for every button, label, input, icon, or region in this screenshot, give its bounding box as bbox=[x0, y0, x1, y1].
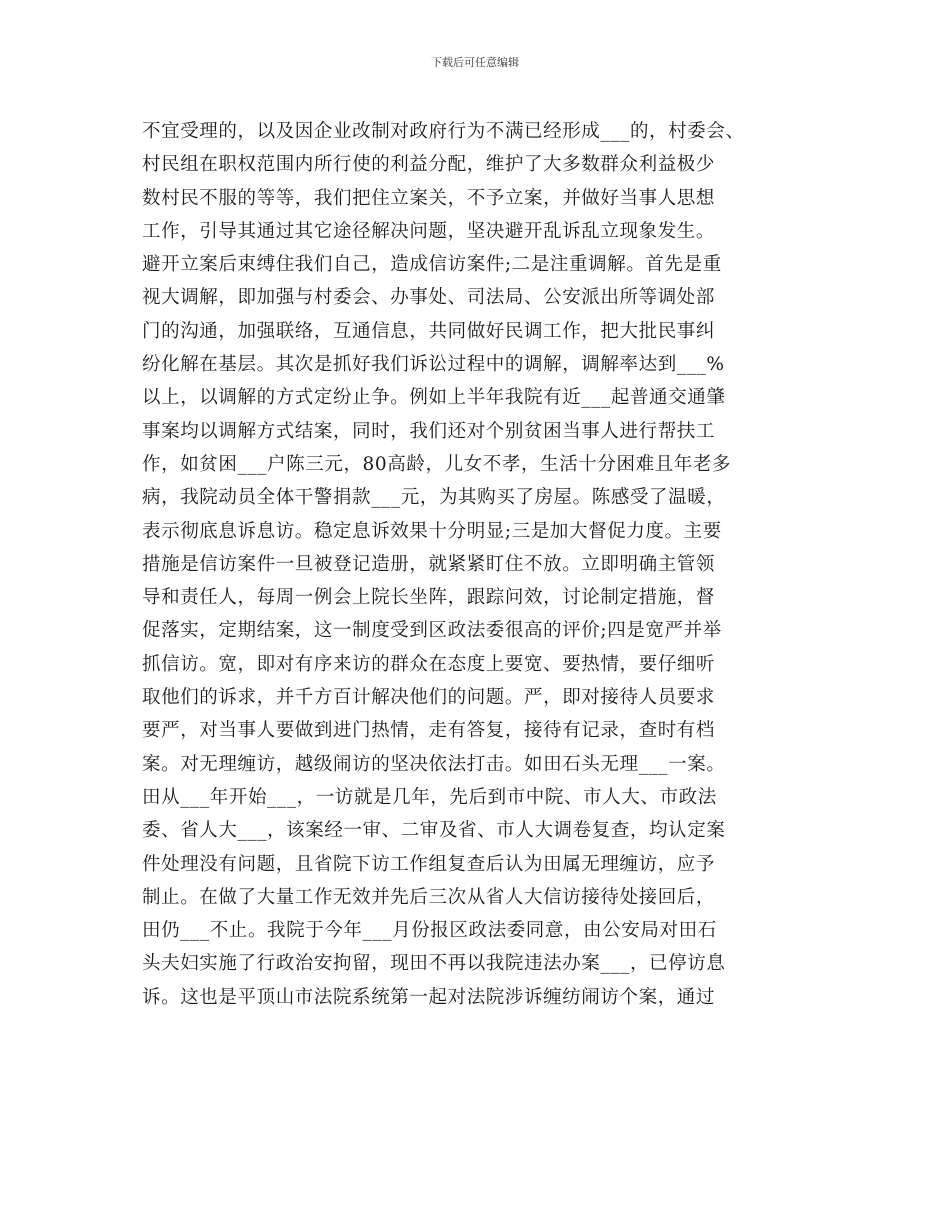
text-line: 诉。这也是平顶山市法院系统第一起对法院涉诉缠纺闹访个案，通过 bbox=[142, 986, 716, 1008]
page-header: 下载后可任意编辑 bbox=[431, 56, 519, 69]
text-line: 件处理没有问题，且省院下访工作组复查后认为田属无理缠访，应予 bbox=[142, 853, 716, 875]
text-line: 纷化解在基层。其次是抓好我们诉讼过程中的调解，调解率达到___% bbox=[142, 354, 725, 376]
text-line: 田从___年开始___，一访就是几年，先后到市中院、市人大、市政法 bbox=[142, 786, 717, 808]
text-line: 避开立案后束缚住我们自己，造成信访案件;二是注重调解。首先是重 bbox=[142, 254, 722, 276]
text-line: 工作，引导其通过其它途径解决问题，坚决避开乱诉乱立现象发生。 bbox=[142, 220, 716, 242]
text-line: 抓信访。宽，即对有序来访的群众在态度上要宽、要热情，要仔细听 bbox=[142, 653, 716, 675]
text-line: 促落实，定期结案，这一制度受到区政法委很高的评价;四是宽严并举 bbox=[142, 620, 722, 642]
text-line: 委、省人大___，该案经一审、二审及省、市人大调卷复查，均认定案 bbox=[142, 820, 726, 842]
text-line: 取他们的诉求，并千方百计解决他们的问题。严，即对接待人员要求 bbox=[142, 687, 716, 709]
text-line: 案。对无理缠访，越级闹访的坚决依法打击。如田石头无理___一案。 bbox=[142, 753, 726, 775]
text-line: 头夫妇实施了行政治安拘留，现田不再以我院违法办案___，已停访息 bbox=[142, 953, 726, 975]
document-body bbox=[142, 115, 832, 1014]
text-line: 以上，以调解的方式定纷止争。例如上半年我院有近___起普通交通肇 bbox=[142, 387, 726, 409]
text-line: 病，我院动员全体干警捐款___元，为其购买了房屋。陈感受了温暖， bbox=[142, 487, 726, 509]
text-line: 门的沟通，加强联络，互通信息，共同做好民调工作，把大批民事纠 bbox=[142, 320, 716, 342]
text-line: 导和责任人，每周一例会上院长坐阵，跟踪问效，讨论制定措施，督 bbox=[142, 587, 716, 609]
text-line: 数村民不服的等等，我们把住立案关，不予立案，并做好当事人思想 bbox=[142, 187, 716, 209]
text-line: 田仍___不止。我院于今年___月份报区政法委同意，由公安局对田石 bbox=[142, 920, 717, 942]
text-line: 表示彻底息诉息访。稳定息诉效果十分明显;三是加大督促力度。主要 bbox=[142, 520, 722, 542]
text-line: 制止。在做了大量工作无效并先后三次从省人大信访接待处接回后， bbox=[142, 886, 716, 908]
text-line: 事案均以调解方式结案，同时，我们还对个别贫困当事人进行帮扶工 bbox=[142, 420, 716, 442]
text-line: 视大调解，即加强与村委会、办事处、司法局、公安派出所等调处部 bbox=[142, 287, 716, 309]
text-line: 要严，对当事人要做到进门热情，走有答复，接待有记录，查时有档 bbox=[142, 720, 716, 742]
text-line: 措施是信访案件一旦被登记造册，就紧紧盯住不放。立即明确主管领 bbox=[142, 553, 716, 575]
text-line: 不宜受理的，以及因企业改制对政府行为不满已经形成___的，村委会、 bbox=[142, 121, 745, 142]
text-line: 村民组在职权范围内所行使的利益分配，维护了大多数群众利益极少 bbox=[142, 154, 716, 176]
text-line: 作，如贫困___户陈三元，80高龄，儿女不孝，生活十分困难且年老多 bbox=[142, 453, 732, 475]
